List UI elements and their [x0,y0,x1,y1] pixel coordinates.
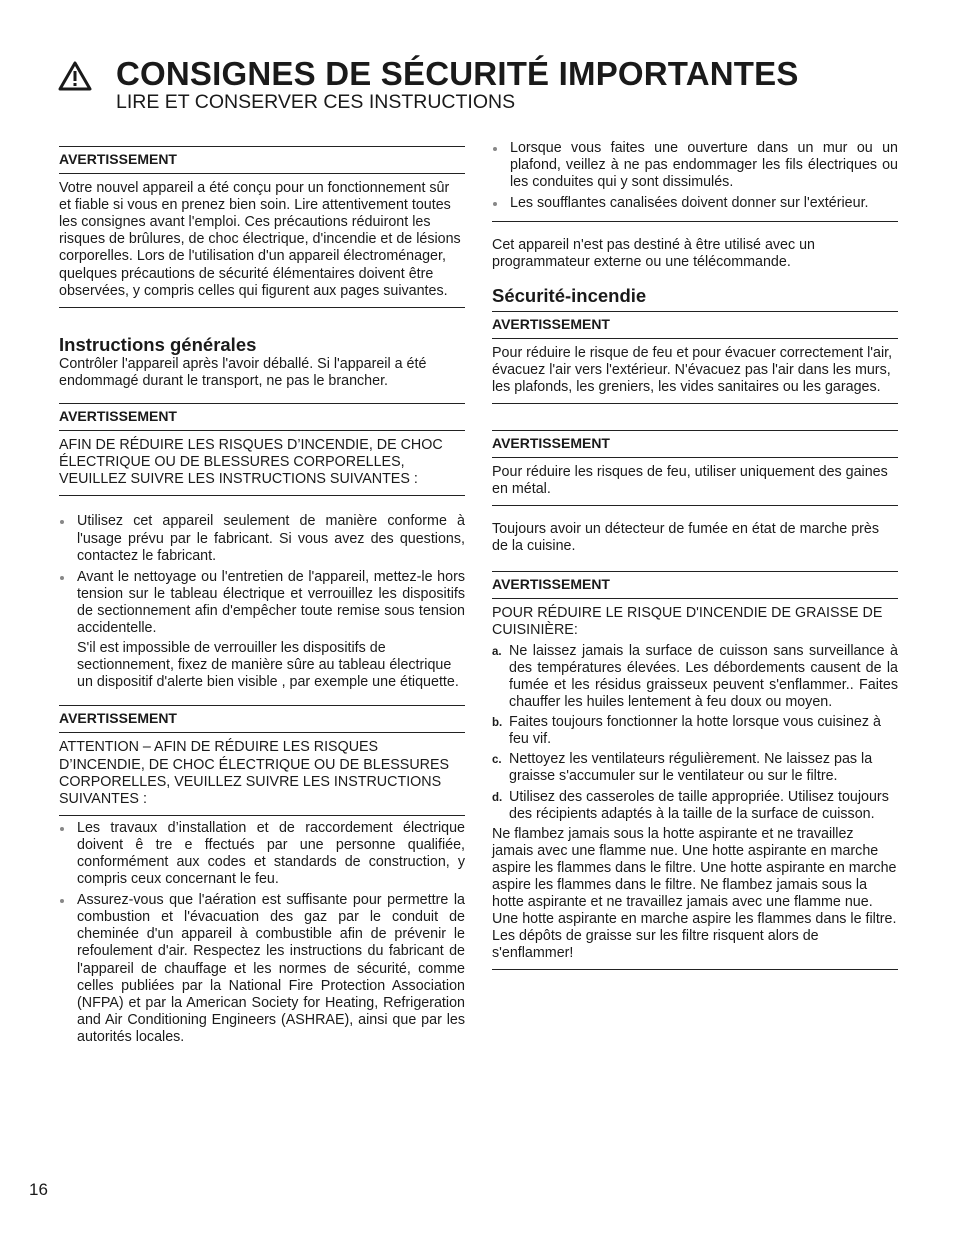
grease-fire-list [492,643,898,823]
list-item: b. Faites toujours fonctionner la hotte lorsque vous cuisinez à feu vif. [492,714,881,748]
general-text: Contrôler l'appareil après l'avoir déballé. Si l'appareil a été endommagé durant le transport, ne pas le brancher. [59,355,427,389]
warning-title: AVERTISSEMENT [59,147,465,174]
list-item: c. Nettoyez les ventilateurs régulièrement. Ne laissez pas la graisse s'accumuler sur le ventilateur ou sur le filtre. [492,751,873,785]
item-marker: b. [492,717,503,730]
section-heading-fire: Sécurité-incendie [492,284,647,306]
warning-title: AVERTISSEMENT [59,404,465,431]
list-item: d. Utilisez des casseroles de taille appropriée. Utilisez toujours des récipients adaptés à la taille de la surface de cuisson. [492,788,889,822]
right-column [492,140,898,970]
item-marker: c. [492,754,502,767]
bullet-list-openings [492,140,898,212]
list-item: Les soufflantes canalisées doivent donner sur l'extérieur. [492,195,898,212]
warning-title: AVERTISSEMENT [59,706,465,733]
list-item: Utilisez cet appareil seulement de manière conforme à l'usage prévu par le fabricant. Si vous avez des questions, contactez le fabricant. [59,513,465,564]
section-heading-general: Instructions générales [59,333,257,355]
warning-triangle-icon [58,61,92,91]
warning-intro: POUR RÉDUIRE LE RISQUE D'INCENDIE DE GRAISSE DE CUISINIÈRE: [492,604,883,638]
warning-box-intro [59,146,465,308]
warning-text: ATTENTION – AFIN DE RÉDUIRE LES RISQUES D’INCENDIE, DE CHOC ÉLECTRIQUE OU DE BLESSURES CORPORELLES, VEUILLEZ SUIVRE LES INSTRUCTIONS SUIVANTES : [59,739,450,807]
warning-text: Pour réduire le risque de feu et pour évacuer correctement l'air, évacuez l'air vers l'extérieur. N'évacuez pas l'air dans les murs, les plafonds, les greniers, les vides sanitaires ou les garages. [492,344,893,395]
page-subtitle: LIRE ET CONSERVER CES INSTRUCTIONS [116,91,516,113]
item-marker: d. [492,791,503,804]
warning-text: AFIN DE RÉDUIRE LES RISQUES D’INCENDIE, DE CHOC ÉLECTRIQUE OU DE BLESSURES CORPORELLES, VEUILLEZ SUIVRE LES INSTRUCTIONS SUIVANTES : [59,437,443,488]
list-item: Avant le nettoyage ou l'entretien de l'appareil, mettez-le hors tension sur le tableau électrique et verrouillez les dispositifs de sectionnement afin d'empêcher toute remise sous tension accidentelle. [59,569,465,637]
warning-box-attention [59,705,465,815]
left-column [59,146,465,1050]
list-item: a. Ne laissez jamais la surface de cuisson sans surveillance à des températures élevées. Les débordements causent de la fumée et les résidus graisseux peuvent s'enflammer.. Faites chauffer les huiles lentement à feu doux ou moyen. [492,642,898,711]
bullet-list-general [59,513,465,637]
list-item: Les travaux d’installation et de raccordement électrique doivent ê tre e ffectués par une personne qualifiée, conformément aux codes et standards de construction, y compris ceux concernant le feu. [59,820,465,888]
warning-title: AVERTISSEMENT [492,312,898,339]
warning-box-exhaust [492,311,898,404]
warning-text: Pour réduire les risques de feu, utiliser uniquement des gaines en métal. [492,464,888,498]
warning-box-grease-fire [492,571,898,971]
warning-title: AVERTISSEMENT [492,431,898,458]
item-marker: a. [492,645,502,658]
warning-text: Votre nouvel appareil a été conçu pour un fonctionnement sûr et fiable si vous en prenez bien soin. Lire attentivement toutes les consignes avant l'emploi. Ces précautions réduiront les risques de brûlures, de choc électrique, d'incendie et de lésions corporelles. Lors de l'utilisation d'un appareil électroménager, quelques précautions de sécurité élémentaires doivent être observées, y compris celles qui figurent aux pages suivantes. [59,180,461,299]
warning-box-general [59,403,465,496]
page-title: CONSIGNES DE SÉCURITÉ IMPORTANTES [116,55,799,92]
warning-title: AVERTISSEMENT [492,572,898,599]
list-item: Assurez-vous que l'aération est suffisante pour permettre la combustion et l'évacuation des gaz par le conduit de cheminée d'un appareil à combustible afin de prévenir le refoulement d'air. Respectez les instructions du fabricant de l'appareil de chauffage et les normes de sécurité, comme celles publiées par la National Fire Protection Association (NFPA) et par la American Society for Heating, Refrigeration and Air Conditioning Engineers (ASHRAE), ainsi que par les autorités locales. [59,892,465,1046]
remote-control-note: Cet appareil n'est pas destiné à être utilisé avec un programmateur externe ou une télécommande. [492,237,816,271]
bullet-continuation: S'il est impossible de verrouiller les dispositifs de sectionnement, fixez de manière sûre au tableau électrique un dispositif d'alerte bien visible , par exemple une étiquette. [77,640,459,691]
bullet-list-installation [59,820,465,1046]
flambe-warning: Ne flambez jamais sous la hotte aspirante et ne travaillez jamais avec une flamme nue. Une hotte aspirante en marche aspire les flammes dans le filtre. Une hotte aspirante en marche aspire les flammes dans le filtre. Ne flambez jamais sous la hotte aspirante et ne travaillez jamais avec une flamme nue. Une hotte aspirante en marche aspire les flammes dans le filtre. Les dépôts de graisse sur les filtre risquent alors de s'enflammer! [492,825,897,962]
smoke-detector-note: Toujours avoir un détecteur de fumée en état de marche près de la cuisine. [492,521,880,555]
page-number: 16 [29,1180,48,1199]
list-item: Lorsque vous faites une ouverture dans un mur ou un plafond, veillez à ne pas endommager les fils électriques ou les conduites qui y sont dissimulés. [492,140,898,191]
warning-box-ducts [492,430,898,506]
